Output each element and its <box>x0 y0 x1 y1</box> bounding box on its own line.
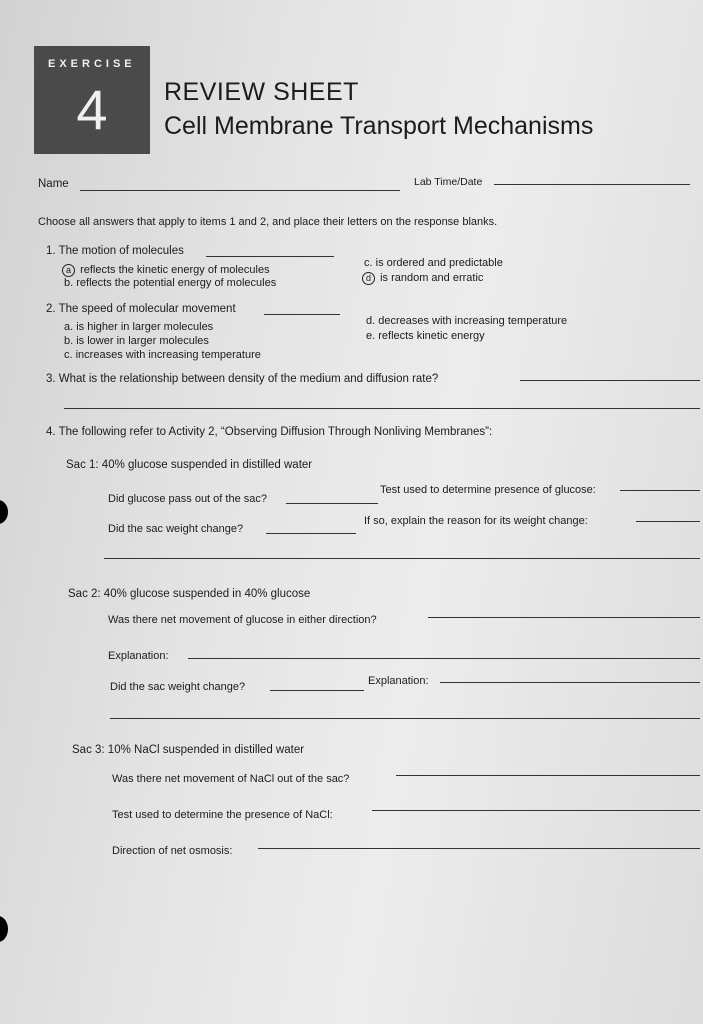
sac2-net-blank[interactable] <box>428 617 700 618</box>
q2-blank[interactable] <box>264 314 340 315</box>
sac1-weight-blank[interactable] <box>266 533 356 534</box>
q2-option-e: e. reflects kinetic energy <box>366 330 485 342</box>
q1-option-c <box>364 257 503 269</box>
sac3-net-question: Was there net movement of NaCl out of the sac? <box>112 773 350 785</box>
sac3-osmosis-question: Direction of net osmosis: <box>112 845 233 857</box>
q2-option-b: b. is lower in larger molecules <box>64 335 209 347</box>
q2-option-c: c. increases with increasing temperature <box>64 349 261 361</box>
review-sheet-title: REVIEW SHEET <box>164 78 359 106</box>
name-label: Name <box>38 178 69 190</box>
sac2-weight-blank[interactable] <box>270 690 364 691</box>
instructions: Choose all answers that apply to items 1 and 2, and place their letters on the response blanks. <box>38 216 498 228</box>
binder-hole-icon <box>0 916 8 942</box>
q3-blank-1[interactable] <box>520 380 700 381</box>
q1-stem: 1. The motion of molecules <box>46 245 184 257</box>
sac2-weight-question: Did the sac weight change? <box>110 681 246 693</box>
exercise-number: 4 <box>76 78 108 141</box>
q1-option-c-text: is ordered and predictable <box>375 257 503 269</box>
q1-blank[interactable] <box>206 256 334 257</box>
circled-mark-icon: a <box>62 264 75 277</box>
sac1-reason-blank-1[interactable] <box>636 521 700 522</box>
exercise-badge <box>34 46 150 154</box>
sac2-title: Sac 2: 40% glucose suspended in 40% glucose <box>68 588 311 600</box>
lab-time-blank[interactable] <box>494 184 690 185</box>
sac3-osmosis-blank[interactable] <box>258 848 700 849</box>
sac2-explanation2-blank-1[interactable] <box>440 682 700 683</box>
sac1-pass-question: Did glucose pass out of the sac? <box>108 493 267 505</box>
sac2-explanation-blank[interactable] <box>188 658 700 659</box>
q1-option-d-text: is random and erratic <box>380 272 484 284</box>
sac3-net-blank[interactable] <box>396 775 700 776</box>
sac1-weight-question: Did the sac weight change? <box>108 523 244 535</box>
q3-stem: 3. What is the relationship between density of the medium and diffusion rate? <box>46 373 439 385</box>
sac1-test-blank[interactable] <box>620 490 700 491</box>
q1-option-b <box>64 277 276 289</box>
lab-time-label: Lab Time/Date <box>414 176 483 188</box>
sac1-pass-blank[interactable] <box>286 503 378 504</box>
sac3-test-blank[interactable] <box>372 810 700 811</box>
sac1-reason-question: If so, explain the reason for its weight change: <box>364 515 588 527</box>
sac3-test-question: Test used to determine the presence of NaCl: <box>112 809 333 821</box>
q2-stem: 2. The speed of molecular movement <box>46 303 236 315</box>
q1-option-b-mark: b. <box>64 277 74 289</box>
sac3-title: Sac 3: 10% NaCl suspended in distilled water <box>72 744 305 756</box>
q1-option-c-mark: c. <box>364 257 373 269</box>
q1-option-a <box>62 264 270 277</box>
q2-option-d: d. decreases with increasing temperature <box>366 315 568 327</box>
q1-option-a-text: reflects the kinetic energy of molecules <box>80 264 270 276</box>
q1-option-b-text: reflects the potential energy of molecules <box>76 277 277 289</box>
page-subtitle: Cell Membrane Transport Mechanisms <box>164 112 594 140</box>
sac2-explanation2-label: Explanation: <box>368 675 429 687</box>
q3-blank-2[interactable] <box>64 408 700 409</box>
circled-mark-icon: d <box>362 272 375 285</box>
sac1-reason-blank-2[interactable] <box>104 558 700 559</box>
q1-option-d <box>362 272 483 285</box>
q4-stem: 4. The following refer to Activity 2, “Observing Diffusion Through Nonliving Membranes”: <box>46 426 493 438</box>
name-blank[interactable] <box>80 190 400 191</box>
q2-option-a: a. is higher in larger molecules <box>64 321 214 333</box>
binder-hole-icon <box>0 500 8 524</box>
sac1-test-question: Test used to determine presence of glucose: <box>380 484 596 496</box>
sac2-explanation2-blank-2[interactable] <box>110 718 700 719</box>
sac1-title: Sac 1: 40% glucose suspended in distilled water <box>66 459 313 471</box>
exercise-label: EXERCISE <box>48 58 136 70</box>
sac2-explanation-label: Explanation: <box>108 650 169 662</box>
sac2-net-question: Was there net movement of glucose in either direction? <box>108 614 377 626</box>
